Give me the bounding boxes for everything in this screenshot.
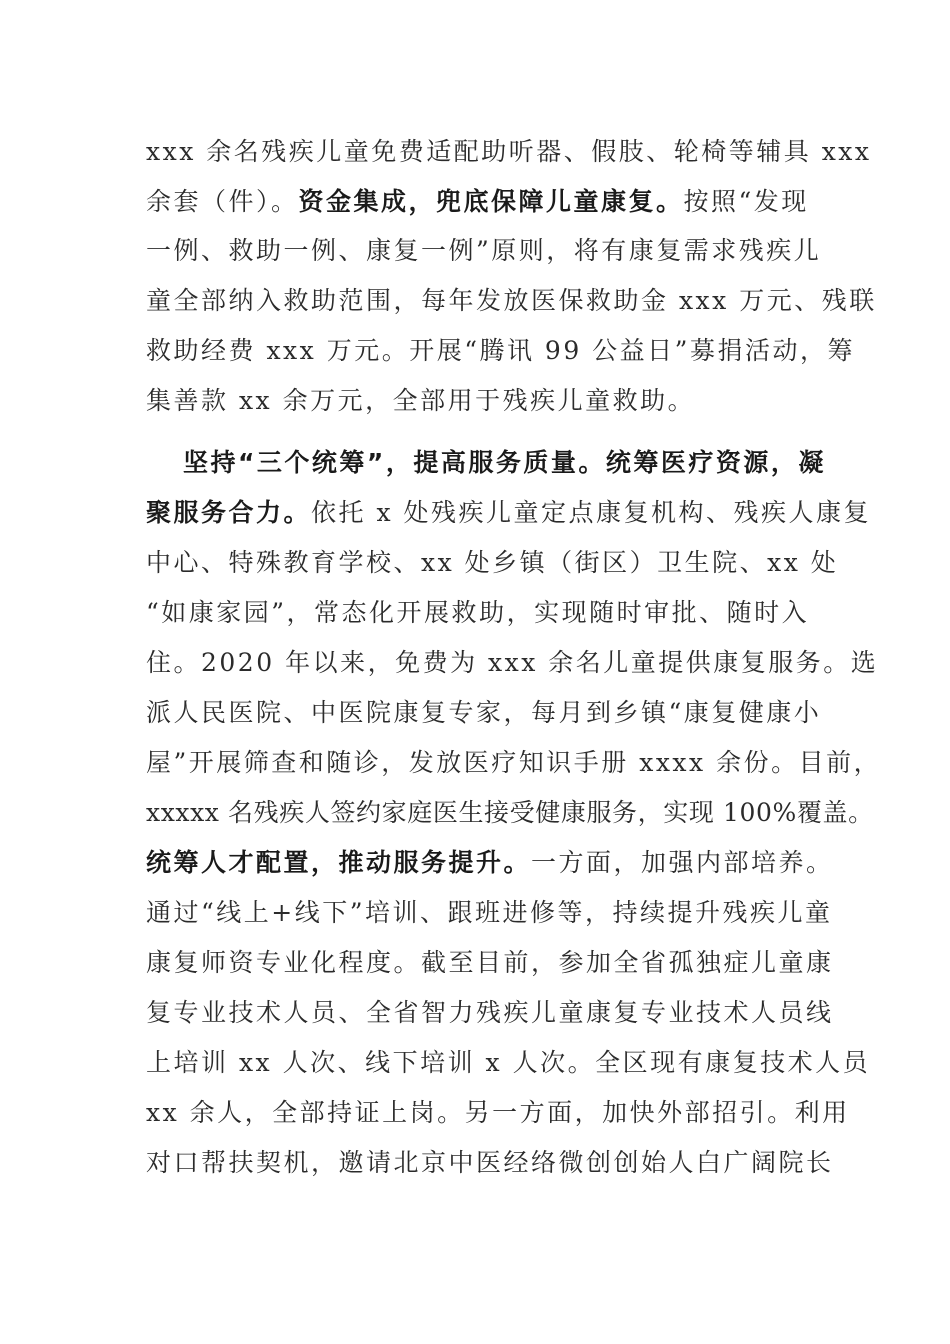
text-run: 复专业技术人员、全省智力残疾儿童康复专业技术人员线 bbox=[146, 998, 834, 1027]
text-run: 童全部纳入救助范围，每年发放医保救助金 xxx 万元、残联 bbox=[146, 286, 877, 315]
text-run: 集善款 xx 余万元，全部用于残疾儿童救助。 bbox=[146, 386, 696, 415]
text-run: 救助经费 xxx 万元。开展“腾讯 99 公益日”募捐活动，筹 bbox=[146, 336, 855, 365]
text-run: “如康家园”，常态化开展救助，实现随时审批、随时入 bbox=[146, 598, 810, 627]
paragraph-line bbox=[146, 896, 833, 930]
paragraph-line bbox=[146, 384, 695, 418]
text-run: 对口帮扶契机，邀请北京中医经络微创创始人白广阔院长 bbox=[146, 1148, 834, 1177]
text-run: xx 余人，全部持证上岗。另一方面，加快外部招引。利用 bbox=[146, 1098, 850, 1127]
paragraph-line bbox=[146, 646, 878, 680]
text-run: 住。2020 年以来，免费为 xxx 余名儿童提供康复服务。选 bbox=[146, 648, 879, 677]
text-run: 依托 x 处残疾儿童定点康复机构、残疾人康复 bbox=[311, 498, 872, 527]
paragraph-line bbox=[146, 496, 871, 530]
paragraph-line bbox=[146, 546, 838, 580]
paragraph-line bbox=[146, 596, 809, 630]
paragraph-line bbox=[146, 746, 881, 780]
paragraph-line bbox=[146, 1046, 870, 1080]
paragraph-line bbox=[146, 234, 821, 268]
paragraph-heading-line bbox=[183, 446, 826, 480]
text-run: 一例、救助一例、康复一例”原则，将有康复需求残疾儿 bbox=[146, 236, 822, 265]
paragraph-line bbox=[146, 185, 809, 219]
text-run: xxxxx 名残疾人签约家庭医生接受健康服务，实现 100%覆盖。 bbox=[146, 798, 874, 827]
paragraph-line bbox=[146, 846, 834, 880]
text-run: 派人民医院、中医院康复专家，每月到乡镇“康复健康小 bbox=[146, 698, 822, 727]
paragraph-line bbox=[146, 696, 821, 730]
text-run: 通过“线上+线下”培训、跟班进修等，持续提升残疾儿童 bbox=[146, 898, 833, 927]
paragraph-line bbox=[146, 334, 855, 368]
text-run: 按照“发现 bbox=[683, 187, 809, 216]
text-run: 康复师资专业化程度。截至目前，参加全省孤独症儿童康 bbox=[146, 948, 834, 977]
paragraph-line bbox=[146, 135, 872, 169]
bold-text-run: 资金集成，兜底保障儿童康复。 bbox=[298, 187, 684, 216]
paragraph-line bbox=[146, 796, 874, 830]
paragraph-line bbox=[146, 1146, 834, 1180]
paragraph-line bbox=[146, 284, 877, 318]
bold-text-run: 聚服务合力。 bbox=[146, 498, 312, 527]
paragraph-line bbox=[146, 946, 834, 980]
text-run: 中心、特殊教育学校、xx 处乡镇（街区）卫生院、xx 处 bbox=[146, 548, 839, 577]
text-run: 上培训 xx 人次、线下培训 x 人次。全区现有康复技术人员 bbox=[146, 1048, 871, 1077]
text-run: 余套（件）。 bbox=[146, 187, 299, 216]
text-run: 一方面，加强内部培养。 bbox=[531, 848, 834, 877]
text-run: xxx 余名残疾儿童免费适配助听器、假肢、轮椅等辅具 xxx bbox=[146, 137, 872, 166]
paragraph-line bbox=[146, 996, 834, 1030]
paragraph-line bbox=[146, 1096, 850, 1130]
bold-text-run: 坚持“三个统筹”，提高服务质量。统筹医疗资源，凝 bbox=[183, 448, 826, 477]
text-run: 屋”开展筛查和随诊，发放医疗知识手册 xxxx 余份。目前， bbox=[146, 748, 882, 777]
bold-text-run: 统筹人才配置，推动服务提升。 bbox=[146, 848, 532, 877]
